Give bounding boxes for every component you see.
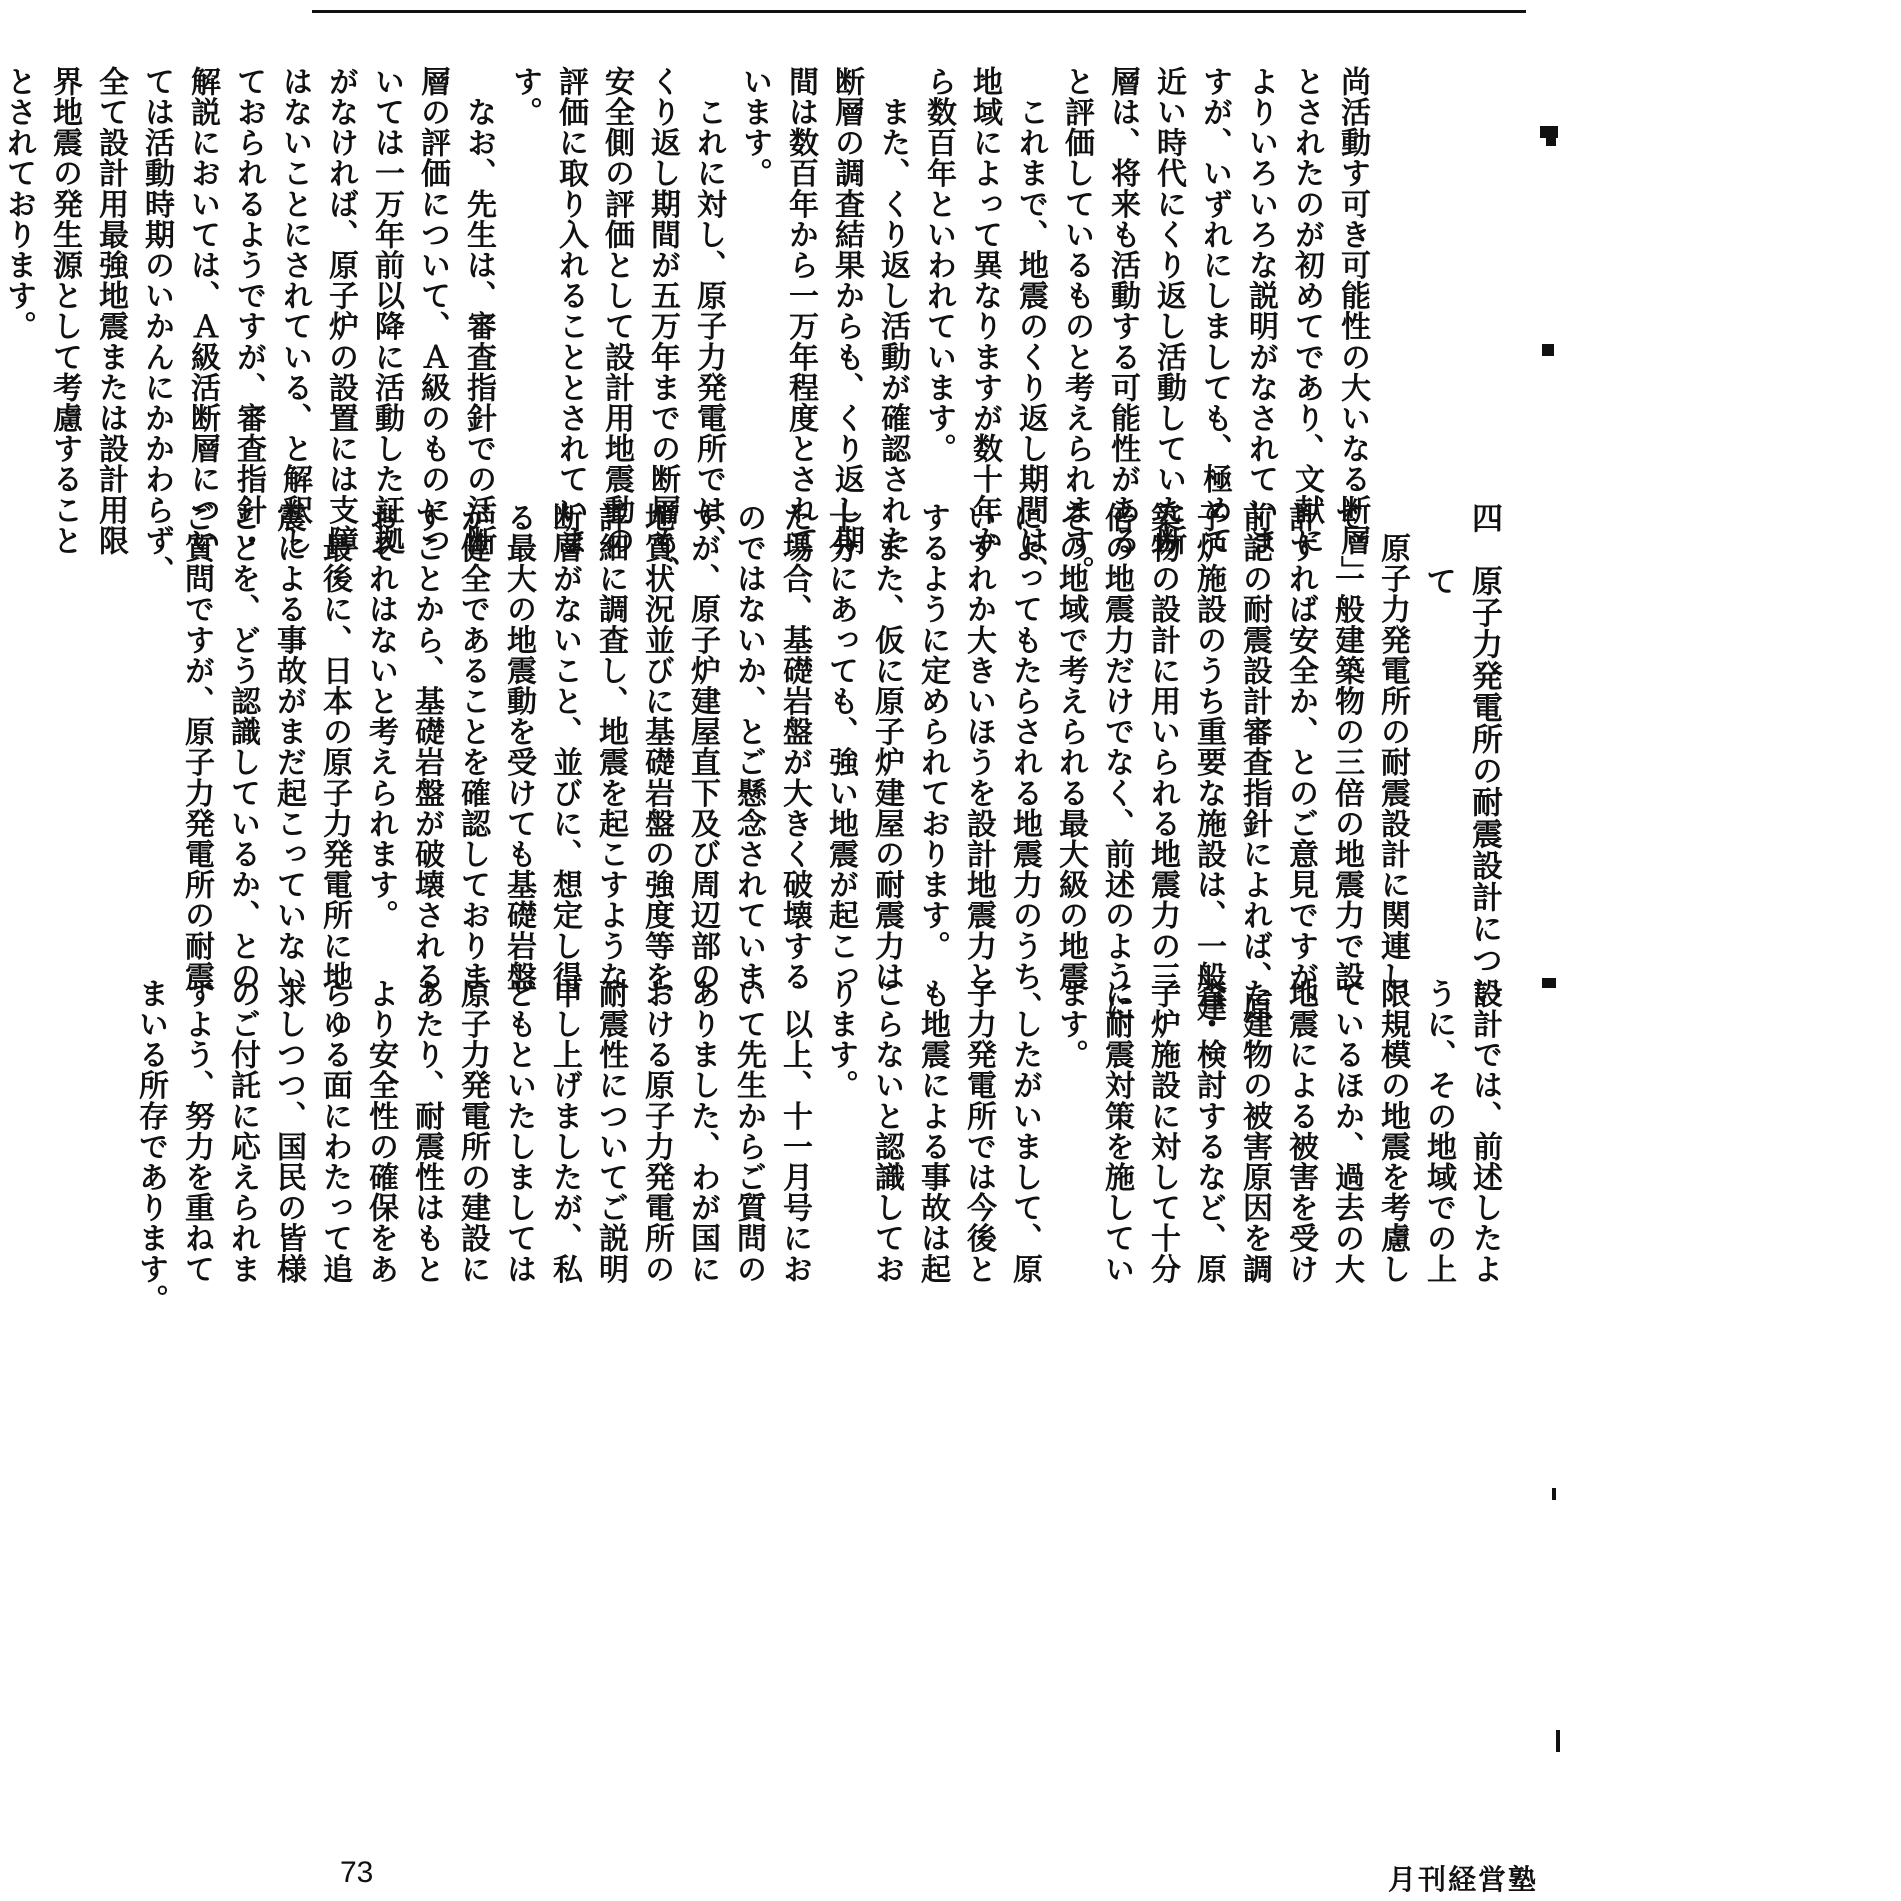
lower-block-line: 子力発電所では今後と	[961, 978, 996, 1284]
upper-block-line: 界地震の発生源として考慮すること	[47, 66, 82, 556]
upper-block-line: がなければ、原子炉の設置には支障	[323, 66, 358, 556]
lower-text-block	[127, 978, 1507, 1315]
middle-block-line: て、一般建築物の三倍の地震力で設	[1329, 502, 1364, 992]
upper-block-line: 層の評価について、Ａ級のものにつ	[415, 66, 450, 556]
middle-block-line: また、仮に原子炉建屋の耐震力は	[869, 502, 904, 992]
upper-block-line: います。	[737, 66, 772, 189]
middle-block-line: 原子力発電所の耐震設計に関連し	[1375, 502, 1410, 992]
lower-block-line: 限規模の地震を考慮し	[1375, 978, 1410, 1284]
middle-block-line: て	[1420, 502, 1456, 597]
upper-block-line: いては一万年前以降に活動した証拠	[369, 66, 404, 556]
middle-block-line: 断層がないこと、並びに、想定し得	[547, 502, 582, 992]
upper-block-line: 解説においては、Ａ級活断層につい	[185, 66, 220, 556]
middle-text-block	[173, 502, 1507, 1023]
upper-block-line: くり返し期間が五万年までの断層も、	[645, 66, 680, 587]
middle-block-line: ことを、どう認識しているか、との	[225, 502, 260, 992]
lower-block-line: あたり、耐震性はもと	[409, 978, 444, 1284]
middle-block-line: が健全であることを確認しておりま	[455, 502, 490, 992]
lower-block-line: 設計では、前述したよ	[1467, 978, 1502, 1284]
upper-block-line: す。	[507, 66, 542, 128]
lower-block-line: ます。	[1053, 978, 1088, 1070]
middle-block-line: 前記の耐震設計審査指針によれば、原	[1237, 502, 1272, 1023]
upper-block-line: とされたのが初めてであり、文献に	[1289, 66, 1324, 556]
lower-block-line: 原子力発電所の建設に	[455, 978, 490, 1284]
lower-block-line: 地震による被害を受け	[1283, 978, 1318, 1284]
middle-block-line: 詳細に調査し、地震を起こすような	[593, 502, 628, 992]
margin-mark	[1552, 1488, 1556, 1500]
middle-block-line: おそれはないと考えられます。	[363, 502, 398, 931]
upper-block-line: とされております。	[1, 66, 36, 342]
upper-block-line: 全て設計用最強地震または設計用限	[93, 66, 128, 556]
lower-block-line: た建物の被害原因を調	[1237, 978, 1272, 1284]
upper-block-line: と評価しているものと考えられます。	[1059, 66, 1094, 587]
upper-block-line: これに対し、原子力発電所では、	[691, 66, 726, 556]
lower-block-line: 子炉施設に対して十分	[1145, 978, 1180, 1284]
middle-block-line: 計すれば安全か、とのご意見ですが、	[1283, 502, 1318, 1023]
middle-block-line: 地質状況並びに基礎岩盤の強度等を	[639, 502, 674, 992]
margin-mark	[1542, 344, 1554, 356]
lower-block-line: いて先生からご質問の	[731, 978, 766, 1284]
lower-block-line: のご付託に応えられま	[225, 978, 260, 1284]
upper-block-line: ては活動時期のいかんにかかわらず、	[139, 66, 174, 587]
margin-mark	[1542, 978, 1556, 988]
middle-block-line: 十分にあっても、強い地震が起こっ	[823, 502, 858, 992]
upper-block-line: すが、いずれにしましても、極めて	[1197, 66, 1232, 556]
magazine-title: 月刊経営塾	[1388, 1863, 1539, 1896]
upper-block-line: 近い時代にくり返し活動していた断	[1151, 66, 1186, 556]
middle-block-line: すが、原子炉建屋直下及び周辺部の	[685, 502, 720, 992]
upper-block-line: 尚活動す可き可能性の大いなる断層」	[1335, 66, 1370, 587]
middle-block-line: 最後に、日本の原子力発電所に地	[317, 502, 352, 992]
lower-block-line: ります。	[823, 978, 858, 1101]
upper-block-line: なお、先生は、審査指針での活断	[461, 66, 496, 556]
middle-block-line: 四 原子力発電所の耐震設計につい	[1466, 502, 1502, 1008]
middle-block-line: る最大の地震動を受けても基礎岩盤	[501, 502, 536, 992]
middle-block-line: すことから、基礎岩盤が破壊される	[409, 502, 444, 992]
middle-block-line: その地域で考えられる最大級の地震	[1053, 502, 1088, 992]
lower-block-line: まいる所存であります。	[133, 978, 168, 1315]
lower-block-line: どもといたしましては	[501, 978, 536, 1284]
upper-block-line: 評価に取り入れることとされていま	[553, 66, 588, 556]
lower-block-line: うに、その地域での上	[1421, 978, 1456, 1284]
lower-block-line: ありました、わが国に	[685, 978, 720, 1284]
lower-block-line: こらないと認識してお	[869, 978, 904, 1284]
upper-block-line: 断層の調査結果からも、くり返し期	[829, 66, 864, 556]
lower-block-line: したがいまして、原	[1007, 978, 1042, 1284]
upper-block-line: これまで、地震のくり返し期間は、	[1013, 66, 1048, 587]
middle-block-line: いずれか大きいほうを設計地震力と	[961, 502, 996, 992]
middle-block-line: によってもたらされる地震力のうち、	[1007, 502, 1042, 1023]
page-number: 73	[340, 1856, 374, 1889]
upper-text-block	[0, 66, 1375, 587]
upper-block-line: 層は、将来も活動する可能性がある	[1105, 66, 1140, 556]
middle-block-line: のではないか、とご懸念されていま	[731, 502, 766, 992]
middle-block-line: ご質問ですが、原子力発電所の耐震	[179, 502, 214, 992]
lower-block-line: おける原子力発電所の	[639, 978, 674, 1284]
upper-block-line: よりいろいろな説明がなされていま	[1243, 66, 1278, 556]
middle-block-line: た場合、基礎岩盤が大きく破壊する	[777, 502, 812, 992]
middle-block-line: 子炉施設のうち重要な施設は、一般建	[1191, 502, 1226, 1023]
middle-block-line: 築物の設計に用いられる地震力の三	[1145, 502, 1180, 992]
top-rule-divider	[312, 10, 1526, 13]
upper-block-line: 地域によって異なりますが数十年か	[967, 66, 1002, 556]
upper-block-line: 安全側の評価として設計用地震動の	[599, 66, 634, 556]
lower-block-line: より安全性の確保をあ	[363, 978, 398, 1284]
middle-block-line: 震による事故がまだ起こっていない	[271, 502, 306, 992]
margin-mark	[1556, 1730, 1560, 1752]
lower-block-line: 査・検討するなど、原	[1191, 978, 1226, 1284]
upper-block-line: また、くり返し活動が確認された	[875, 66, 910, 556]
lower-block-line: 以上、十一月号にお	[777, 978, 812, 1284]
lower-block-line: ているほか、過去の大	[1329, 978, 1364, 1284]
lower-block-line: に耐震対策を施してい	[1099, 978, 1134, 1284]
lower-block-line: 申し上げましたが、私	[547, 978, 582, 1284]
upper-block-line: はないことにされている、と解釈し	[277, 66, 312, 556]
upper-block-line: 間は数百年から一万年程度とされて	[783, 66, 818, 556]
margin-mark	[1546, 136, 1556, 146]
lower-block-line: も地震による事故は起	[915, 978, 950, 1284]
upper-block-line: ら数百年といわれています。	[921, 66, 956, 464]
lower-block-line: 耐震性についてご説明	[593, 978, 628, 1284]
middle-block-line: するように定められております。	[915, 502, 950, 961]
lower-block-line: らゆる面にわたって追	[317, 978, 352, 1284]
upper-block-line: ておられるようですが、審査指針・	[231, 66, 266, 556]
middle-block-line: 倍の地震力だけでなく、前述のように	[1099, 502, 1134, 1023]
lower-block-line: すよう、努力を重ねて	[179, 978, 214, 1284]
lower-block-line: 求しつつ、国民の皆様	[271, 978, 306, 1284]
